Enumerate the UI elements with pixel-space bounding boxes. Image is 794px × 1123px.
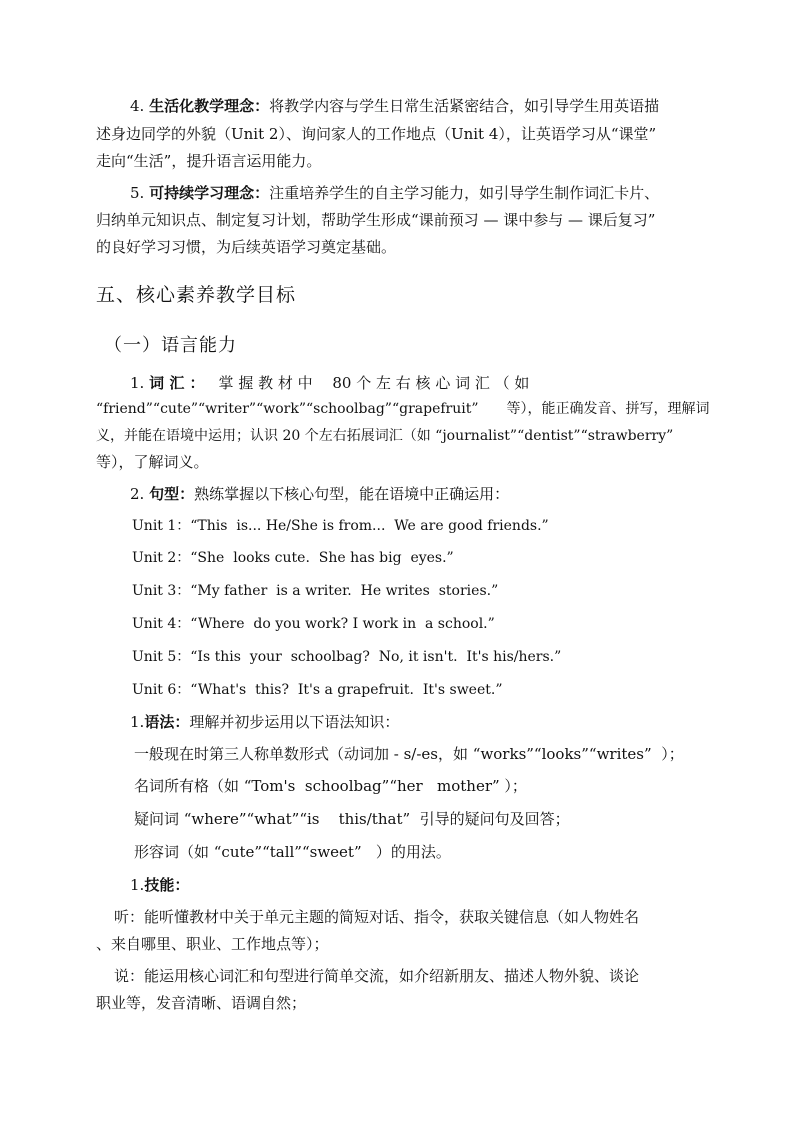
grammar-item: 名词所有格（如 “Tom's schoolbag”“her mother” ）； (134, 777, 527, 795)
p4-number: 4. (130, 97, 150, 115)
grammar-item: 一般现在时第三人称单数形式（动词加 - s/-es，如 “works”“looks”“writes” ）； (134, 745, 684, 763)
p5-line-3: 的良好学习习惯，为后续英语学习奠定基础。 (96, 238, 397, 256)
p4-line-3: 走向“生活”，提升语言运用能力。 (96, 152, 322, 170)
grammar-item: 形容词（如 “cute”“tall”“sweet” ）的用法。 (134, 843, 451, 861)
skills-number: 1. (130, 876, 145, 894)
vocab-line-2: “friend”“cute”“writer”“work”“schoolbag”“grapefruit” 等），能正确发音、拼写，理解词 (96, 401, 710, 417)
skills-listen-line-1: 听：能听懂教材中关于单元主题的简短对话、指令，获取关键信息（如人物姓名 (114, 908, 640, 926)
unit-sentence: Unit 6：“What's this? It's a grapefruit. It's sweet.” (132, 682, 503, 698)
p5-label: 可持续学习理念： (149, 184, 270, 202)
skills-label: 技能： (144, 876, 190, 894)
sentence-intro: 熟练掌握以下核心句型，能在语境中正确运用： (194, 485, 510, 503)
p5-number: 5. (130, 184, 150, 202)
p5-line-1 (130, 183, 730, 203)
grammar-label: 语法： (144, 713, 190, 731)
unit-sentence: Unit 2：“She looks cute. She has big eyes.” (132, 550, 454, 566)
sentence-heading-line (130, 484, 730, 504)
sentence-label: 句型： (149, 485, 195, 503)
vocab-text-1: 掌 握 教 材 中 80 个 左 右 核 心 词 汇 （ 如 (218, 374, 530, 392)
grammar-number: 1. (130, 713, 145, 731)
p4-line-1 (130, 96, 730, 116)
p4-label: 生活化教学理念： (149, 97, 270, 115)
unit-sentence: Unit 5：“Is this your schoolbag? No, it isn't. It's his/hers.” (132, 649, 562, 665)
p5-line-2: 归纳单元知识点、制定复习计划，帮助学生形成“课前预习 — 课中参与 — 课后复习” (96, 211, 656, 229)
vocab-number: 1. (130, 374, 150, 392)
p4-line-2: 述身边同学的外貌（Unit 2）、询问家人的工作地点（Unit 4），让英语学习从“课堂” (96, 125, 657, 143)
vocab-line-3: 义，并能在语境中运用；认识 20 个左右拓展词汇（如 “journalist”“dentist”“strawberry” (96, 428, 674, 444)
sentence-number: 2. (130, 485, 150, 503)
p5-text-1: 注重培养学生的自主学习能力，如引导学生制作词汇卡片、 (269, 184, 660, 202)
skills-speak-line-1: 说：能运用核心词汇和句型进行简单交流，如介绍新朋友、描述人物外貌、谈论 (114, 967, 640, 985)
skills-heading-line (130, 875, 730, 895)
unit-sentence: Unit 4：“Where do you work? I work in a school.” (132, 616, 495, 632)
grammar-item: 疑问词 “where”“what”“is this/that” 引导的疑问句及回答； (134, 810, 570, 828)
grammar-intro: 理解并初步运用以下语法知识： (189, 713, 400, 731)
skills-listen-line-2: 、来自哪里、职业、工作地点等）； (96, 935, 329, 953)
section-heading: 五、核心素养教学目标 (96, 284, 297, 306)
vocab-line-1 (130, 373, 730, 393)
vocab-line-4: 等），了解词义。 (96, 453, 209, 471)
vocab-label: 词 汇 ： (149, 374, 205, 392)
unit-sentence: Unit 3：“My father is a writer. He writes stories.” (132, 583, 499, 599)
p4-text-1: 将教学内容与学生日常生活紧密结合，如引导学生用英语描 (269, 97, 660, 115)
subsection-heading: （一）语言能力 (104, 335, 237, 356)
unit-sentence: Unit 1：“This is... He/She is from... We are good friends.” (132, 518, 549, 534)
grammar-heading-line (130, 712, 730, 732)
skills-speak-line-2: 职业等，发音清晰、语调自然； (96, 994, 307, 1012)
